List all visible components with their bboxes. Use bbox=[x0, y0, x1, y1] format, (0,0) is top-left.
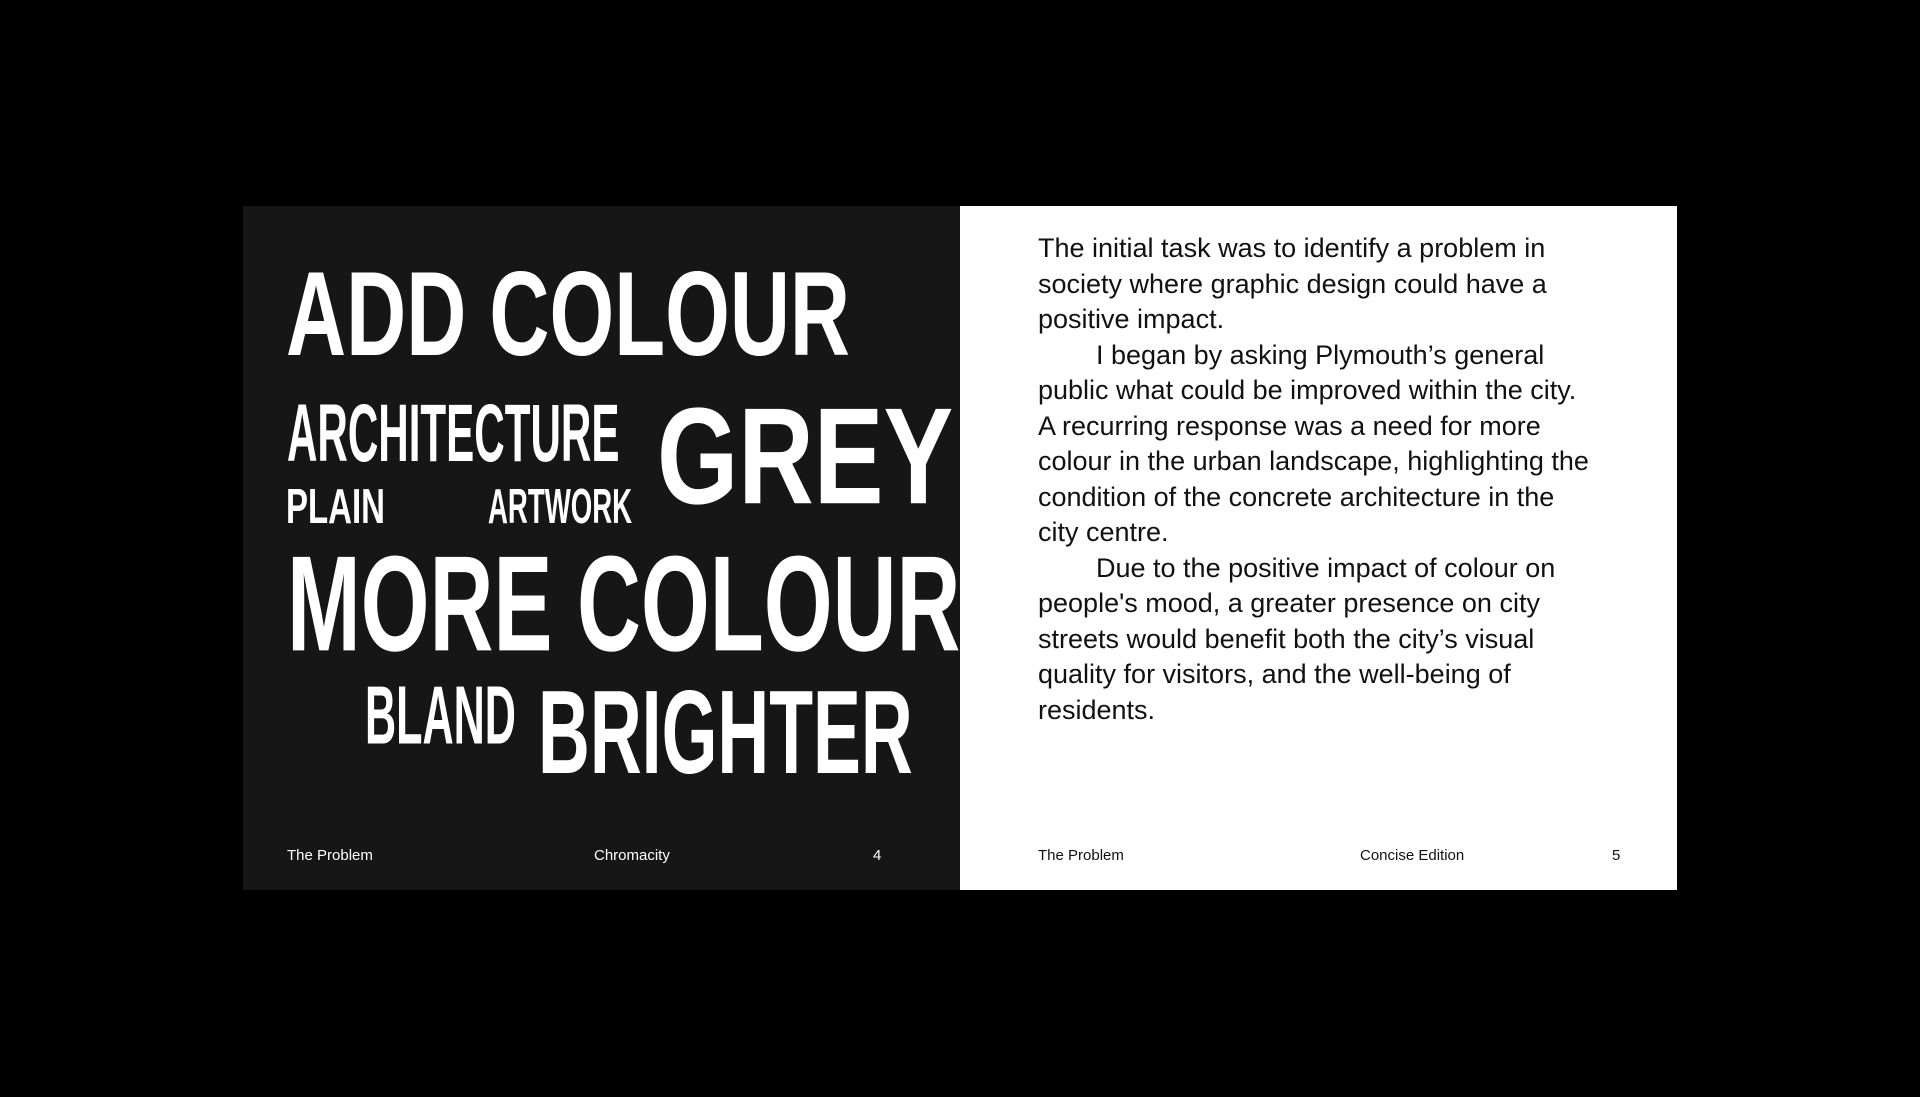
word-grey: GREY bbox=[657, 380, 954, 534]
word-plain: PLAIN bbox=[286, 478, 385, 534]
right-page bbox=[960, 206, 1677, 890]
body-text bbox=[1038, 231, 1598, 728]
left-footer-title: Chromacity bbox=[594, 847, 670, 864]
left-footer-section: The Problem bbox=[287, 847, 373, 864]
word-more-colour: MORE COLOUR bbox=[287, 528, 960, 680]
left-page bbox=[243, 206, 960, 890]
right-footer-section: The Problem bbox=[1038, 847, 1124, 864]
right-footer-page-number: 5 bbox=[1612, 847, 1621, 864]
word-brighter: BRIGHTER bbox=[538, 666, 913, 799]
word-add-colour: ADD COLOUR bbox=[286, 246, 851, 381]
word-artwork: ARTWORK bbox=[488, 478, 633, 534]
right-footer-title: Concise Edition bbox=[1360, 847, 1465, 864]
paragraph-1: The initial task was to identify a problem in society where graphic design could have a positive impact. bbox=[1038, 233, 1547, 334]
paragraph-2: I began by asking Plymouth’s general public what could be improved within the city. A recurring response was a need for more colour in the urban landscape, highlighting the condition of the concrete architecture in the city centre. bbox=[1038, 339, 1589, 547]
book-spread bbox=[243, 206, 1677, 890]
word-bland: BLAND bbox=[365, 668, 516, 762]
paragraph-3: Due to the positive impact of colour on people's mood, a greater presence on city streets would benefit both the city’s visual quality for visitors, and the well-being of residents. bbox=[1038, 552, 1556, 725]
word-architecture: ARCHITECTURE bbox=[287, 387, 620, 479]
left-footer-page-number: 4 bbox=[873, 847, 882, 864]
